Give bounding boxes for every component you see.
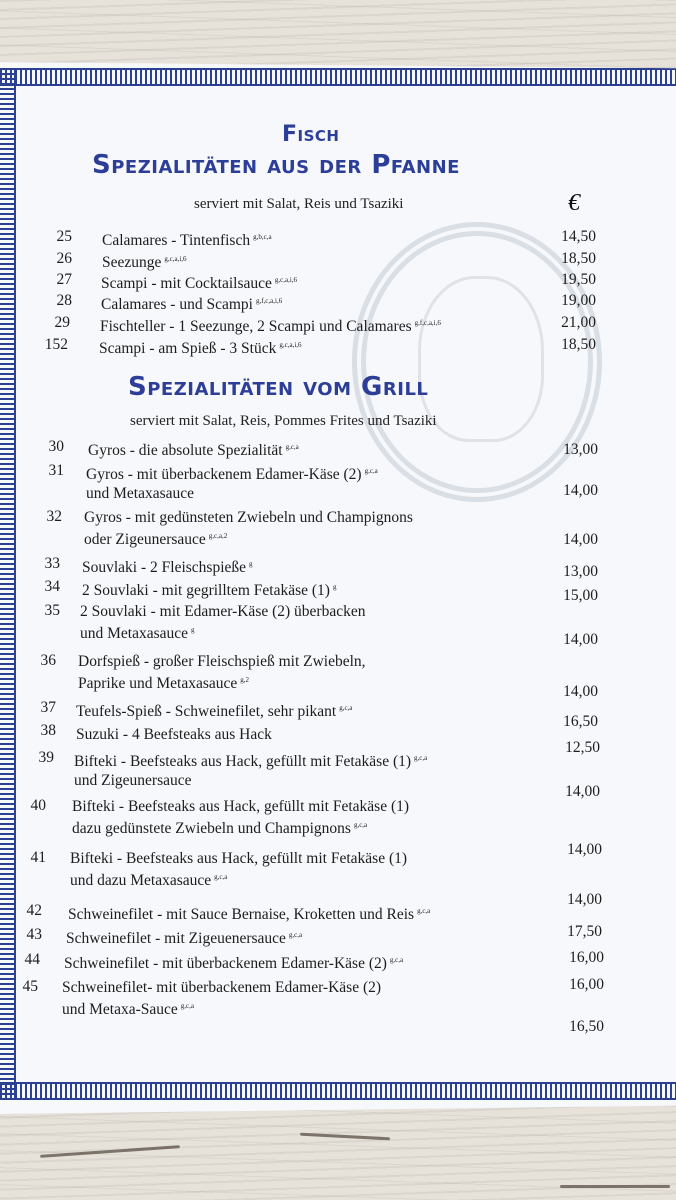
- item-name: 2 Souvlaki - mit gegrilltem Fetakäse (1) $^g$: [82, 582, 337, 599]
- allergen-codes: g,c,a,i,6: [274, 276, 298, 284]
- item-price: 16,00: [569, 976, 604, 993]
- greek-key-border-top: [0, 68, 676, 86]
- item-price: 14,00: [565, 783, 600, 800]
- item-number: 33: [44, 555, 60, 572]
- item-price: 14,00: [563, 531, 598, 548]
- item-price: 13,00: [563, 441, 598, 458]
- item-name-line2: Paprike und Metaxasauce $^{g,2}$: [78, 675, 249, 692]
- item-price: 14,00: [563, 683, 598, 700]
- item-name: Scampi - am Spieß - 3 Stück $^{g,c,a,i,6}$: [99, 340, 302, 357]
- allergen-codes: g: [332, 583, 337, 591]
- item-number: 39: [38, 749, 54, 766]
- item-name: Fischteller - 1 Seezunge, 2 Scampi und Calamares $^{g,f,c,a,i,6}$: [100, 318, 441, 335]
- allergen-codes: g,c,a: [214, 873, 228, 881]
- allergen-codes: g: [249, 560, 253, 568]
- allergen-codes: g,c,a: [414, 754, 428, 762]
- item-name: Gyros - mit überbackenem Edamer-Käse (2) $^{g,c,a}$ und Metaxasauce: [86, 466, 378, 502]
- allergen-codes: g,c,a,i,6: [279, 341, 302, 349]
- allergen-codes: g,2: [240, 676, 249, 684]
- item-number: 25: [56, 228, 72, 245]
- item-name: Seezunge $^{g,c,a,i,6}$: [102, 254, 187, 271]
- item-number: 31: [48, 462, 64, 479]
- allergen-codes: g,c,a: [180, 1002, 194, 1010]
- item-price: 17,50: [567, 923, 602, 940]
- item-name: Calamares - und Scampi $^{g,f,c,a,i,6}$: [101, 296, 283, 313]
- item-price: 14,00: [563, 631, 598, 648]
- item-name: Dorfspieß - großer Fleischspieß mit Zwiebeln, Paprike und Metaxasauce $^{g,2}$: [78, 653, 366, 692]
- item-price: 16,50: [563, 713, 598, 730]
- item-number: 35: [44, 602, 60, 619]
- wood-crack: [40, 1145, 180, 1158]
- allergen-codes: g: [191, 626, 195, 634]
- item-name: Suzuki - 4 Beefsteaks aus Hack: [76, 726, 272, 743]
- allergen-codes: g,c,a,2: [208, 532, 228, 540]
- item-price: 14,00: [567, 891, 602, 908]
- allergen-codes: g,b,c,a: [253, 233, 272, 241]
- item-price: 15,00: [563, 587, 598, 604]
- allergen-codes: g,c,a: [417, 907, 431, 915]
- item-name: Scampi - mit Cocktailsauce $^{g,c,a,i,6}$: [101, 275, 298, 292]
- item-number: 42: [26, 902, 42, 919]
- item-price: 14,00: [563, 482, 598, 499]
- item-number: 36: [40, 652, 56, 669]
- item-name-line2: und Metaxasauce: [86, 485, 195, 502]
- face-outline: [418, 276, 544, 442]
- item-name: Schweinefilet - mit Zigeuenersauce $^{g,c,a}$: [66, 930, 303, 947]
- allergen-codes: g,f,c,a,i,6: [255, 297, 283, 305]
- allergen-codes: g,c,a: [389, 956, 404, 964]
- allergen-codes: g,f,c,a,i,6: [414, 319, 441, 327]
- item-name-line2: und Zigeunersauce: [74, 772, 192, 789]
- item-name: Teufels-Spieß - Schweinefilet, sehr pikant $^{g,c,a}$: [76, 703, 353, 720]
- item-number: 34: [44, 578, 60, 595]
- item-name-line2: und Metaxasauce $^g$: [80, 625, 195, 642]
- item-number: 41: [30, 849, 46, 866]
- item-name-line2: und Metaxa-Sauce $^{g,c,a}$: [62, 1001, 194, 1018]
- fish-title: Fisch: [282, 122, 340, 147]
- item-number: 27: [56, 271, 72, 288]
- item-number: 152: [44, 336, 68, 353]
- allergen-codes: g,c,a: [339, 704, 353, 712]
- item-price: 19,50: [561, 271, 596, 288]
- allergen-codes: g,c,a: [364, 467, 378, 475]
- item-price: 13,00: [563, 563, 598, 580]
- item-number: 30: [48, 438, 64, 455]
- item-number: 28: [56, 292, 72, 309]
- allergen-codes: g,c,a: [285, 443, 299, 451]
- item-name-line2: dazu gedünstete Zwiebeln und Champignons $^{g,c,a}$: [72, 820, 368, 837]
- item-price: 12,50: [565, 739, 600, 756]
- item-number: 38: [40, 722, 56, 739]
- fish-subtitle-heading: Spezialitäten aus der Pfanne: [92, 150, 460, 180]
- grill-served-with: serviert mit Salat, Reis, Pommes Frites und Tsaziki: [130, 413, 437, 429]
- item-number: 43: [26, 926, 42, 943]
- item-number: 26: [56, 250, 72, 267]
- item-price: 16,50: [569, 1018, 604, 1035]
- item-price: 16,00: [569, 949, 604, 966]
- grill-title: Spezialitäten vom Grill: [128, 372, 429, 402]
- wood-crack: [300, 1133, 390, 1141]
- item-price: 14,50: [561, 228, 596, 245]
- allergen-codes: g,c,a,i,6: [164, 255, 187, 263]
- currency-symbol: €: [568, 190, 580, 216]
- item-number: 45: [22, 978, 38, 995]
- wood-crack: [560, 1185, 670, 1188]
- allergen-codes: g,c,a: [288, 931, 303, 939]
- item-name: Calamares - Tintenfisch $^{g,b,c,a}$: [102, 232, 272, 249]
- item-price: 18,50: [561, 336, 596, 353]
- item-number: 32: [46, 508, 62, 525]
- item-name: Schweinefilet- mit überbackenem Edamer-Käse (2) und Metaxa-Sauce $^{g,c,a}$: [62, 979, 382, 1018]
- item-name: Gyros - die absolute Spezialität $^{g,c,a}$: [88, 442, 299, 459]
- item-name-line2: oder Zigeunersauce $^{g,c,a,2}$: [84, 531, 228, 548]
- item-name: Schweinefilet - mit Sauce Bernaise, Kroketten und Reis $^{g,c,a}$: [68, 906, 431, 923]
- item-name: Souvlaki - 2 Fleischspieße $^g$: [82, 559, 253, 576]
- item-name: Gyros - mit gedünsteten Zwiebeln und Champignons oder Zigeunersauce $^{g,c,a,2}$: [84, 509, 413, 548]
- item-number: 37: [40, 699, 56, 716]
- item-name: Bifteki - Beefsteaks aus Hack, gefüllt mit Fetakäse (1) $^{g,c,a}$ und Zigeunersauce: [74, 753, 428, 789]
- item-name: 2 Souvlaki - mit Edamer-Käse (2) überbacken und Metaxasauce $^g$: [80, 603, 366, 642]
- item-price: 14,00: [567, 841, 602, 858]
- item-name: Bifteki - Beefsteaks aus Hack, gefüllt mit Fetakäse (1) dazu gedünstete Zwiebeln und Champignons $^{g,c,a}$: [72, 798, 410, 837]
- item-price: 18,50: [561, 250, 596, 267]
- item-price: 19,00: [561, 292, 596, 309]
- item-number: 40: [30, 797, 46, 814]
- item-price: 21,00: [561, 314, 596, 331]
- item-number: 44: [24, 951, 40, 968]
- item-name: Bifteki - Beefsteaks aus Hack, gefüllt mit Fetakäse (1) und dazu Metaxasauce $^{g,c,a}$: [70, 850, 408, 889]
- item-name: Schweinefilet - mit überbackenem Edamer-Käse (2) $^{g,c,a}$: [64, 955, 404, 972]
- greek-key-border-bottom: [0, 1082, 676, 1100]
- allergen-codes: g,c,a: [353, 821, 368, 829]
- fish-served-with: serviert mit Salat, Reis und Tsaziki: [194, 196, 404, 212]
- item-number: 29: [54, 314, 70, 331]
- item-name-line2: und dazu Metaxasauce $^{g,c,a}$: [70, 872, 228, 889]
